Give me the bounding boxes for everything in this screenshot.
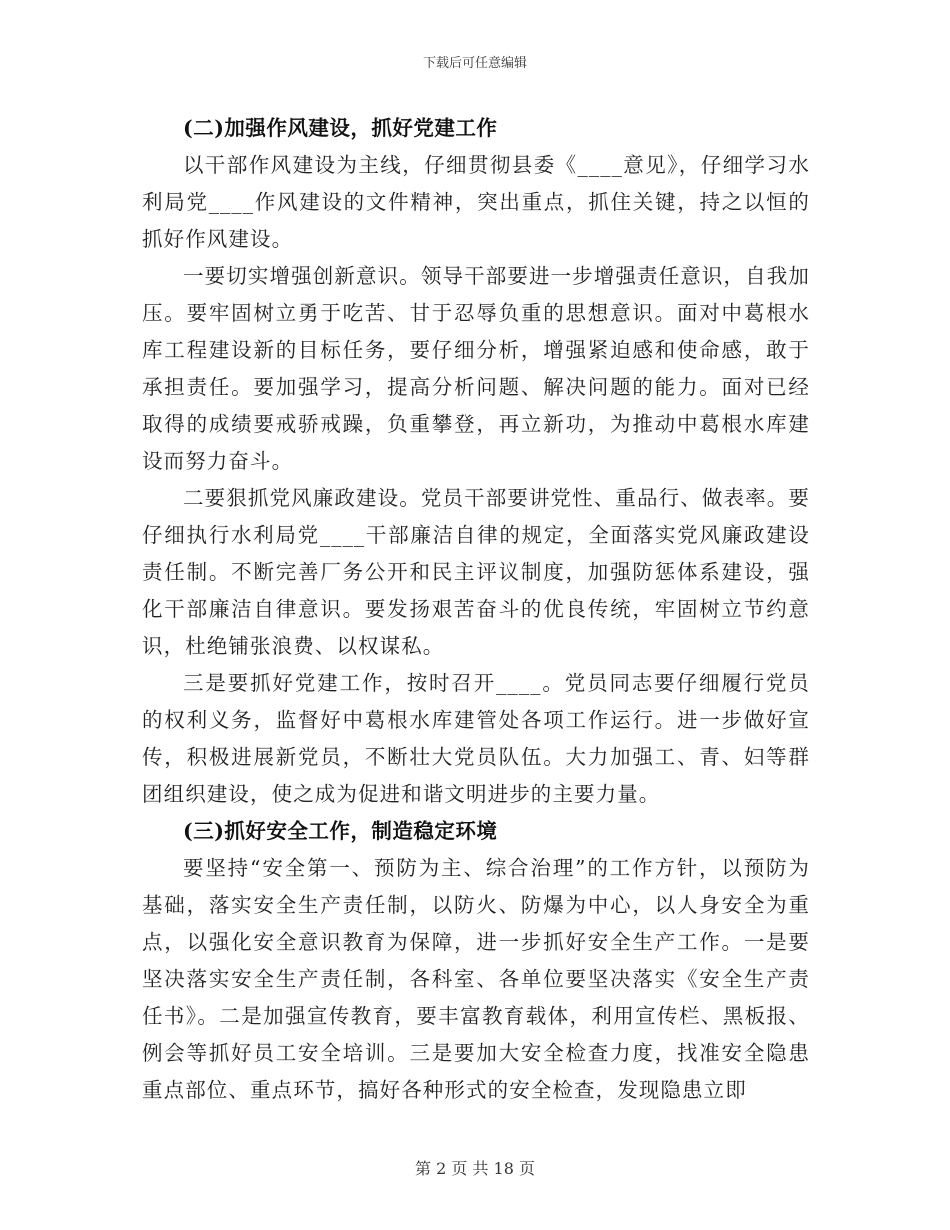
section-heading: (二)加强作风建设，抓好党建工作 [183,116,498,140]
body-paragraph: 二要狠抓党风廉政建设。党员干部要讲党性、重品行、做表率。要仔细执行水利局党____干部廉洁自律的规定，全面落实党风廉政建设责任制。不断完善厂务公开和民主评议制度，加强防惩体系建设，强化干部廉洁自律意识。要发扬艰苦奋斗的优良传统，牢固树立节约意识，杜绝铺张浪费、以权谋私。 [142,486,810,658]
page-header-note: 下载后可任意编辑 [422,56,527,71]
page-number-footer: 第 2 页 共 18 页 [415,1159,535,1178]
body-paragraph: 一要切实增强创新意识。领导干部要进一步增强责任意识，自我加压。要牢固树立勇于吃苦、甘于忍辱负重的思想意识。面对中葛根水库工程建设新的目标任务，要仔细分析，增强紧迫感和使命感，敢于承担责任。要加强学习，提高分析问题、解决问题的能力。面对已经取得的成绩要戒骄戒躁，负重攀登，再立新功，为推动中葛根水库建设而努力奋斗。 [142,264,810,473]
section-heading: (三)抓好安全工作，制造稳定环境 [183,819,498,843]
body-paragraph: 三是要抓好党建工作，按时召开____。党员同志要仔细履行党员的权利义务，监督好中葛根水库建管处各项工作运行。进一步做好宣传，积极进展新党员，不断壮大党员队伍。大力加强工、青、妇等群团组织建设，使之成为促进和谐文明进步的主要力量。 [142,671,810,806]
document-body [142,110,810,1109]
body-paragraph: 以干部作风建设为主线，仔细贯彻县委《____意见》，仔细学习水利局党____作风建设的文件精神，突出重点，抓住关键，持之以恒的抓好作风建设。 [142,153,810,251]
body-paragraph: 要坚持“安全第一、预防为主、综合治理”的工作方针，以预防为基础，落实安全生产责任制，以防火、防爆为中心，以人身安全为重点，以强化安全意识教育为保障，进一步抓好安全生产工作。一是要坚决落实安全生产责任制，各科室、各单位要坚决落实《安全生产责任书》。二是加强宣传教育，要丰富教育载体，利用宣传栏、黑板报、例会等抓好员工安全培训。三是要加大安全检查力度，找准安全隐患重点部位、重点环节，搞好各种形式的安全检查，发现隐患立即 [142,856,810,1102]
